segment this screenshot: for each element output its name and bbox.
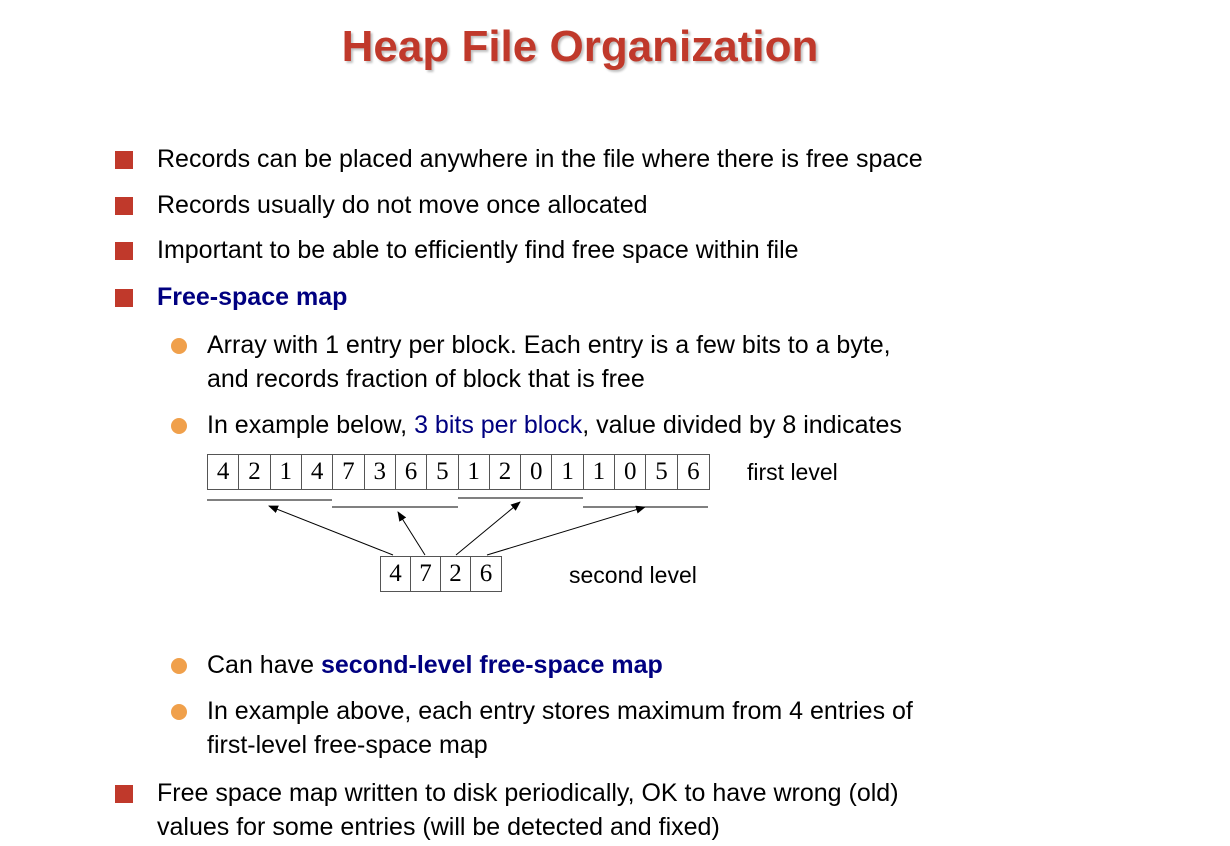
first-level-cell: 1 [271, 455, 302, 489]
arrow-1 [269, 506, 393, 555]
sub-text-pre: In example below, [207, 411, 415, 439]
first-level-cell: 6 [687, 458, 700, 485]
second-level-cell: 6 [479, 560, 493, 587]
sub-text-pre: Can have [207, 651, 321, 679]
bullet-square [115, 785, 133, 803]
arrow-3 [456, 502, 520, 555]
sub-text-highlight: 3 bits per block [414, 411, 583, 439]
slide-title: Heap File Organization [341, 22, 819, 71]
sub-text-highlight: second-level free-space map [320, 651, 663, 679]
bullet-text: Records usually do not move once allocated [157, 191, 648, 219]
bullet-text: Free space map written to disk periodically, OK to have wrong (old) [157, 779, 899, 807]
first-level-cell: 1 [459, 455, 490, 489]
second-level-cell: 4 [381, 557, 411, 591]
sub-bullet-text [207, 648, 663, 682]
bullet-text: Important to be able to efficiently find free space within file [157, 236, 799, 264]
sub-text-post: , value divided by 8 indicates [582, 411, 902, 439]
bullet-text-free-space-map: Free-space map [157, 283, 348, 311]
first-level-cell: 4 [208, 455, 239, 489]
first-level-cell: 2 [239, 455, 270, 489]
sub-bullet-text: In example above, each entry stores maximum from 4 entries of [207, 697, 913, 725]
first-level-cell: 6 [396, 455, 427, 489]
first-level-cell: 3 [365, 455, 396, 489]
sub-bullet-text: Array with 1 entry per block. Each entry is a few bits to a byte, [207, 331, 891, 359]
bullet-text-cont: values for some entries (will be detected and fixed) [157, 813, 720, 841]
first-level-cell: 5 [646, 455, 677, 489]
first-level-cell: 0 [615, 455, 646, 489]
first-level-cell: 7 [333, 455, 364, 489]
sub-bullet-text-cont: first-level free-space map [207, 731, 488, 759]
second-level-cell: 7 [411, 557, 441, 591]
arrow-2 [398, 512, 425, 555]
first-level-cell: 2 [490, 455, 521, 489]
second-level-label: second level [569, 562, 697, 588]
second-level-cell: 2 [441, 557, 471, 591]
first-level-cell: 1 [552, 455, 583, 489]
first-level-label: first level [747, 459, 838, 485]
first-level-cell: 1 [584, 455, 615, 489]
first-level-cell: 4 [302, 455, 333, 489]
bullet-dot [171, 658, 187, 674]
bullet-dot [171, 704, 187, 720]
bullet-text: Records can be placed anywhere in the file where there is free space [157, 145, 923, 173]
first-level-cell: 5 [427, 455, 458, 489]
arrow-4 [487, 507, 645, 555]
sub-bullet-text-cont: and records fraction of block that is free [207, 365, 645, 393]
first-level-cell: 0 [521, 455, 552, 489]
